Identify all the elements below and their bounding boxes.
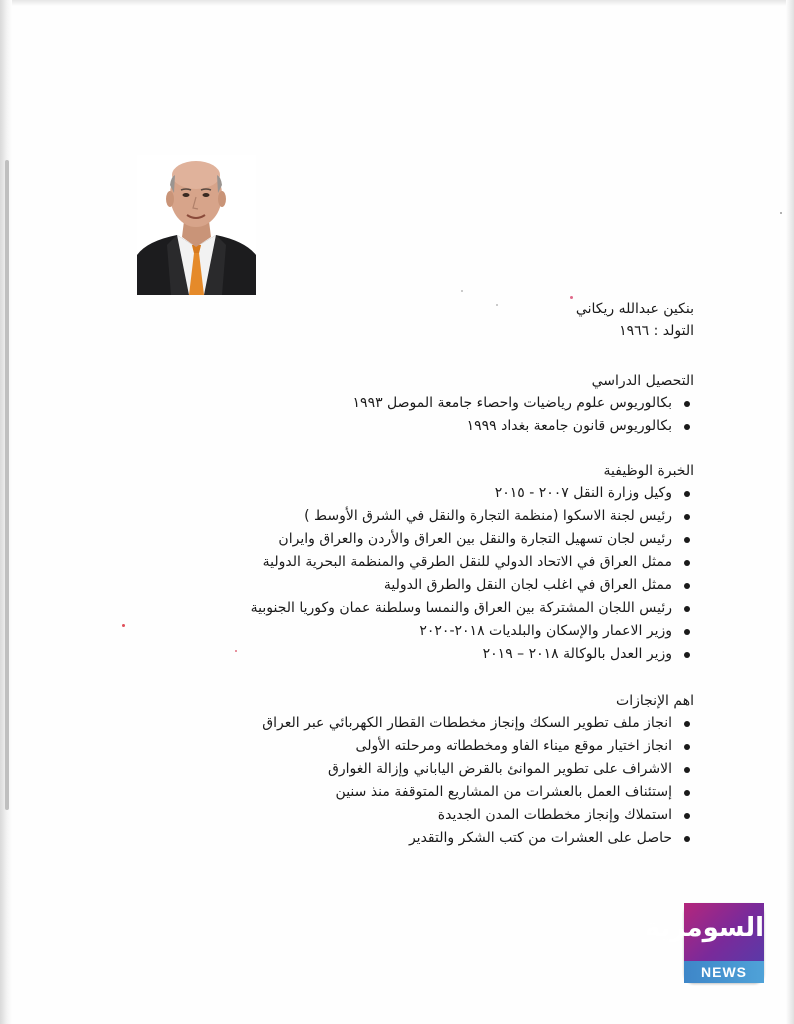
list-item-text: رئيس لجنة الاسكوا (منظمة التجارة والنقل في الشرق الأوسط ) [304,508,672,524]
list-item-text: وزير الاعمار والإسكان والبلديات ٢٠١٨-٢٠٢٠ [419,623,672,639]
page-top-edge [0,0,794,6]
list-item [262,735,694,758]
list-item [262,712,694,735]
list-item [262,804,694,827]
achievements-list [262,712,694,850]
list-item-text: انجاز ملف تطوير السكك وإنجاز مخططات القطار الكهربائي عبر العراق [262,715,672,731]
list-item [262,827,694,850]
list-item-text: الاشراف على تطوير الموانئ بالقرض الياباني وإزالة الغوارق [328,761,672,777]
list-item [251,482,694,505]
bullet-icon [684,836,690,842]
person-name: بنكين عبدالله ريكاني [575,301,694,317]
list-item [251,643,694,666]
scan-speck [122,624,125,627]
bullet-icon [684,491,690,497]
bullet-icon [684,537,690,543]
list-item [353,415,694,438]
list-item [251,574,694,597]
education-section [353,370,694,438]
personal-info [576,298,694,342]
scrollbar[interactable] [5,160,9,810]
list-item [251,551,694,574]
list-item-text: وزير العدل بالوكالة ٢٠١٨ – ٢٠١٩ [482,646,672,662]
scan-speck [570,296,573,299]
list-item-text: رئيس لجان تسهيل التجارة والنقل بين العراق والأردن والعراق وايران [278,531,672,547]
list-item [251,528,694,551]
news-logo [644,903,764,983]
bullet-icon [684,424,690,430]
bullet-icon [684,583,690,589]
experience-list [251,482,694,666]
bullet-icon [684,560,690,566]
list-item [251,620,694,643]
list-item-text: استملاك وإنجاز مخططات المدن الجديدة [437,807,672,823]
logo-news-label: NEWS [684,961,764,983]
bullet-icon [684,401,690,407]
list-item-text: انجاز اختيار موقع ميناء الفاو ومخططاته ومرحلته الأولى [355,738,672,754]
list-item-text: حاصل على العشرات من كتب الشكر والتقدير [408,830,672,846]
portrait-photo [137,155,256,295]
list-item [353,392,694,415]
bullet-icon [684,629,690,635]
portrait-svg [137,155,256,295]
bullet-icon [684,514,690,520]
education-list [353,392,694,438]
list-item [262,758,694,781]
bullet-icon [684,744,690,750]
education-heading: التحصيل الدراسي [591,373,694,389]
scan-speck [235,650,237,652]
list-item [262,781,694,804]
bullet-icon [684,767,690,773]
bullet-icon [684,721,690,727]
list-item-text: رئيس اللجان المشتركة بين العراق والنمسا وسلطنة عمان وكوريا الجنوبية [250,600,672,616]
scan-speck [780,212,782,214]
achievements-heading: اهم الإنجازات [616,693,694,709]
page-right-edge [786,0,794,1024]
experience-heading: الخبرة الوظيفية [603,463,694,479]
list-item [251,597,694,620]
birth-year: التولد : ١٩٦٦ [619,323,694,339]
list-item-text: إستئناف العمل بالعشرات من المشاريع المتوقفة منذ سنين [335,784,672,800]
list-item-text: ممثل العراق في اغلب لجان النقل والطرق الدولية [383,577,672,593]
list-item-text: بكالوريوس قانون جامعة بغداد ١٩٩٩ [466,418,672,434]
bullet-icon [684,606,690,612]
list-item-text: وكيل وزارة النقل ٢٠٠٧ - ٢٠١٥ [494,485,672,501]
bullet-icon [684,790,690,796]
logo-wordmark: السومرية [644,913,764,943]
list-item-text: ممثل العراق في الاتحاد الدولي للنقل الطرقي والمنظمة البحرية الدولية [262,554,672,570]
list-item [251,505,694,528]
experience-section [251,460,694,666]
bullet-icon [684,813,690,819]
scan-speck [461,290,463,292]
achievements-section [262,690,694,850]
list-item-text: بكالوريوس علوم رياضيات واحصاء جامعة الموصل ١٩٩٣ [352,395,672,411]
scan-speck [496,304,498,306]
bullet-icon [684,652,690,658]
